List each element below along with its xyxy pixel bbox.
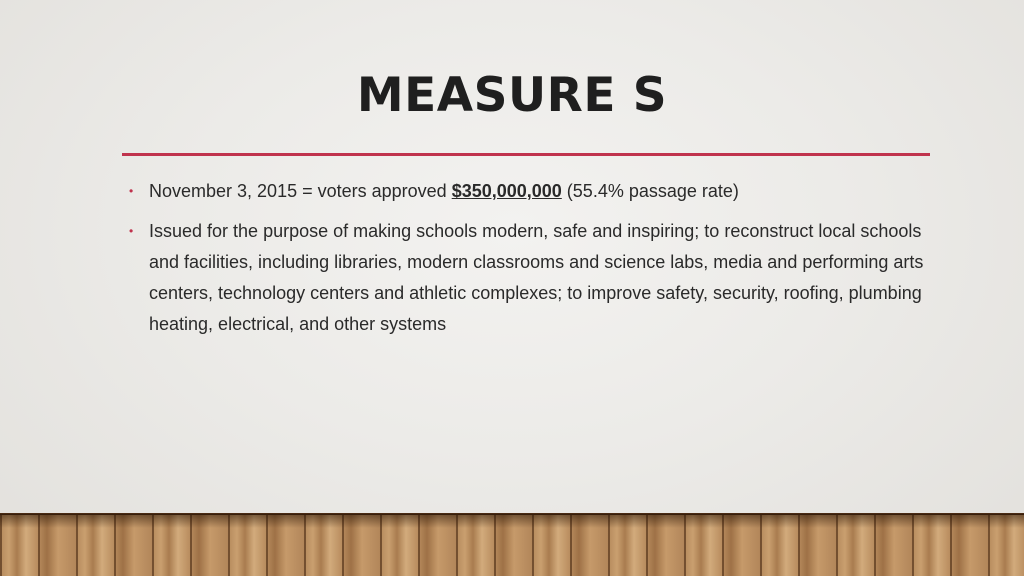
title-divider	[122, 153, 930, 156]
bullet-text-pre: November 3, 2015 = voters approved	[149, 181, 452, 201]
bullet-text-post: (55.4% passage rate)	[561, 181, 739, 201]
bullet-text-purpose: Issued for the purpose of making schools modern, safe and inspiring; to reconstruct local schools and facilities, including libraries, modern classrooms and science labs, media and performing arts centers, technology centers and athletic complexes; to improve safety, security, roofing, plumbing heating, electrical, and other systems	[149, 221, 924, 334]
bullet-item-purpose	[128, 216, 928, 340]
bond-amount: $350,000,000	[451, 181, 562, 201]
floor-shadow	[0, 514, 1024, 528]
slide-title: MEASURE S	[356, 68, 668, 123]
bullet-list	[128, 176, 928, 349]
bullet-item-vote	[128, 176, 928, 207]
bullet-icon: •	[129, 184, 134, 198]
bullet-icon: •	[129, 224, 134, 238]
